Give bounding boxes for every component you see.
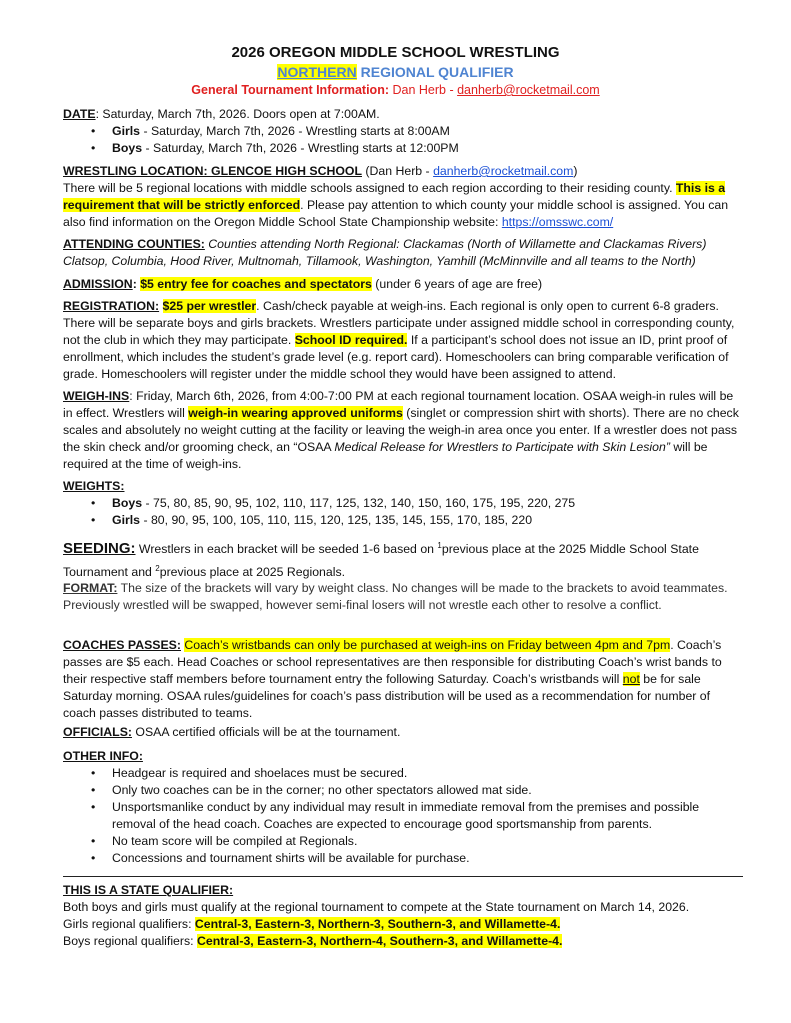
date-girls-label: Girls bbox=[112, 124, 141, 138]
state-qualifier-text: Both boys and girls must qualify at the regional tournament to compete at the State tournament on March 14, 2026. bbox=[63, 900, 690, 914]
other-info-item: • No team score will be compiled at Regionals. bbox=[63, 833, 743, 850]
other-info-label: OTHER INFO: bbox=[63, 749, 143, 763]
format-section bbox=[63, 580, 743, 614]
seeding-sup-2: 2 bbox=[155, 564, 160, 574]
weighins-text-2: (singlet or compression shirt with shorts). There are no check scales and absolutely no weight cutting at the facility or leaving the weigh-in area once you enter. If a wrestler does not pass the skin check and/or grooming check, an “OSAA bbox=[63, 406, 739, 454]
coaches-text-1: . Coach’s passes are $5 each. Head Coaches or school representatives are then responsible for distributing Coach’s wrist bands to their respective staff members before tournament entry the following Saturday. Coach’s wristbands will bbox=[63, 638, 722, 686]
registration-label: REGISTRATION: bbox=[63, 299, 160, 313]
seeding-sup-1: 1 bbox=[437, 541, 442, 550]
weights-girls-label: Girls bbox=[112, 513, 141, 527]
format-text: The size of the brackets will vary by weight class. No changes will be made to the brackets to avoid teammates. Previously wrestled will be swapped, however semi-final losers will not wrestle each other to resolve a conflict. bbox=[63, 581, 728, 612]
seeding-text-3: previous place at 2025 Regionals. bbox=[159, 565, 346, 580]
seeding-text-2: previous place at the 2025 Middle School State Tournament and bbox=[63, 542, 699, 580]
general-info-line bbox=[0, 83, 791, 97]
boys-qualifiers-line bbox=[63, 933, 743, 950]
date-boys-item bbox=[63, 140, 743, 157]
boys-qualifiers-label: Boys regional qualifiers: bbox=[63, 934, 197, 948]
registration-text-2: If a participant’s school does not issue an ID, print proof of enrollment, which includes the student’s grade level (e.g. report card). Homeschoolers can bring comparable verification of grade. Homeschoolers will register under the middle school they would have been assigned to attend. bbox=[63, 333, 729, 381]
date-label: DATE bbox=[63, 107, 96, 121]
location-label: WRESTLING LOCATION: GLENCOE HIGH SCHOOL bbox=[63, 164, 362, 178]
coaches-label: COACHES PASSES: bbox=[63, 638, 181, 652]
registration-text-1: . Cash/check payable at weigh-ins. Each regional is only open to current 6-8 graders. There will be separate boys and girls brackets. Wrestlers participate under assigned middle school in corresponding county, not the club in which they may participate. bbox=[63, 299, 735, 347]
date-boys-label: Boys bbox=[112, 141, 143, 155]
date-text: : Saturday, March 7th, 2026. Doors open at 7:00AM. bbox=[95, 107, 380, 121]
counties-text: Counties attending North Regional: Clackamas (North of Willamette and Clackamas Rivers) Clatsop, Columbia, Hood River, Multnomah, Tillamook, Washington, Yamhill (McMinnville and all teams to the North) bbox=[63, 237, 707, 268]
date-girls-item bbox=[63, 123, 743, 140]
general-info-name: Dan Herb - bbox=[389, 83, 458, 97]
document-title: 2026 OREGON MIDDLE SCHOOL WRESTLING bbox=[231, 44, 560, 61]
date-line bbox=[63, 106, 743, 123]
location-email-link[interactable]: danherb@rocketmail.com bbox=[433, 164, 574, 178]
girls-qualifiers-label: Girls regional qualifiers: bbox=[63, 917, 195, 931]
other-info-item: • Only two coaches can be in the corner; no other spectators allowed mat side. bbox=[63, 782, 743, 799]
region-highlight: NORTHERN bbox=[277, 64, 357, 80]
date-boys-text: - Saturday, March 7th, 2026 - Wrestling starts at 12:00PM bbox=[142, 141, 459, 155]
weights-boys-list: - 75, 80, 85, 90, 95, 102, 110, 117, 125, 132, 140, 150, 160, 175, 195, 220, 275 bbox=[142, 496, 576, 510]
seeding-section bbox=[63, 536, 743, 582]
girls-qualifiers-highlight: Central-3, Eastern-3, Northern-3, Southern-3, and Willamette-4. bbox=[194, 917, 561, 931]
date-section bbox=[63, 106, 743, 157]
boys-qualifiers-highlight: Central-3, Eastern-3, Northern-4, Southern-3, and Willamette-4. bbox=[196, 934, 563, 948]
location-text-2: . Please pay attention to which county your middle school is assigned. You can also find information on the Oregon Middle School State Championship website: bbox=[63, 198, 729, 229]
general-info-label: General Tournament Information: bbox=[191, 83, 389, 97]
registration-fee-highlight: $25 per wrestler bbox=[162, 299, 257, 313]
location-section bbox=[63, 163, 743, 231]
state-qualifier-label: THIS IS A STATE QUALIFIER: bbox=[63, 883, 234, 897]
coaches-highlight: Coach’s wristbands can only be purchased at weigh-ins on Friday between 4pm and 7pm bbox=[184, 638, 671, 652]
officials-label: OFFICIALS: bbox=[63, 725, 132, 739]
admission-label: ADMISSION bbox=[63, 277, 133, 291]
weighins-section bbox=[63, 388, 743, 473]
counties-label: ATTENDING COUNTIES: bbox=[63, 237, 205, 251]
seeding-text-1: Wrestlers in each bracket will be seeded 1-6 based on bbox=[135, 542, 438, 557]
other-info-section bbox=[63, 748, 743, 867]
location-text-1: There will be 5 regional locations with middle schools assigned to each region according to their residing county. bbox=[63, 181, 676, 195]
officials-section bbox=[63, 724, 743, 741]
weighins-text-3: will be required at the time of weigh-ins. bbox=[63, 440, 708, 471]
coaches-text-2: be for sale Saturday morning. OSAA rules/guidelines for coach’s pass distribution will be used as a recommendation for number of coach passes distributed to teams. bbox=[63, 672, 711, 720]
format-label: FORMAT: bbox=[63, 581, 118, 595]
weights-boys-item bbox=[63, 495, 743, 512]
region-rest: REGIONAL QUALIFIER bbox=[356, 64, 514, 80]
weights-girls-list: - 80, 90, 95, 100, 105, 110, 115, 120, 125, 135, 145, 155, 170, 185, 220 bbox=[140, 513, 533, 527]
other-info-item: • Headgear is required and shoelaces must be secured. bbox=[63, 765, 743, 782]
weights-girls-item bbox=[63, 512, 743, 529]
weighins-label: WEIGH-INS bbox=[63, 389, 130, 403]
weights-section bbox=[63, 478, 743, 529]
section-divider bbox=[63, 876, 743, 877]
other-info-item: • Concessions and tournament shirts will be available for purchase. bbox=[63, 850, 743, 867]
location-contact-post: ) bbox=[573, 164, 578, 178]
coaches-section bbox=[63, 637, 743, 722]
document-subtitle bbox=[0, 64, 791, 80]
state-qualifier-section bbox=[63, 882, 743, 950]
coaches-not-highlight: not bbox=[622, 672, 640, 686]
counties-section bbox=[63, 236, 743, 270]
weighins-highlight: weigh-in wearing approved uniforms bbox=[188, 406, 403, 420]
officials-text: OSAA certified officials will be at the tournament. bbox=[132, 725, 401, 739]
date-girls-text: - Saturday, March 7th, 2026 - Wrestling starts at 8:00AM bbox=[140, 124, 450, 138]
admission-section: ADMISSION: $5 entry fee for coaches and spectators (under 6 years of age are free) bbox=[63, 277, 543, 291]
weights-boys-label: Boys bbox=[112, 496, 143, 510]
weighins-italic: Medical Release for Wrestlers to Participate with Skin Lesion” bbox=[334, 440, 670, 454]
registration-section bbox=[63, 298, 743, 383]
weighins-text-1: : Friday, March 6th, 2026, from 4:00-7:00 PM at each regional tournament location. OSAA weigh-in rules will be in effect. Wrestlers will bbox=[63, 389, 734, 420]
weights-label: WEIGHTS: bbox=[63, 479, 125, 493]
location-contact-pre: (Dan Herb - bbox=[362, 164, 434, 178]
girls-qualifiers-line bbox=[63, 916, 743, 933]
location-highlight: This is a requirement that will be strictly enforced bbox=[63, 181, 726, 212]
admission-text: (under 6 years of age are free) bbox=[371, 277, 543, 291]
admission-highlight: $5 entry fee for coaches and spectators bbox=[140, 277, 372, 291]
other-info-item: • Unsportsmanlike conduct by any individual may result in immediate removal from the premises and possible removal of the head coach. Coaches are expected to encourage good sportsmanship from parents. bbox=[63, 799, 743, 833]
general-info-email-link[interactable]: danherb@rocketmail.com bbox=[457, 83, 600, 97]
seeding-label: SEEDING: bbox=[63, 540, 136, 558]
school-id-highlight: School ID required. bbox=[294, 333, 408, 347]
omsswc-website-link[interactable]: https://omsswc.com/ bbox=[501, 215, 614, 229]
